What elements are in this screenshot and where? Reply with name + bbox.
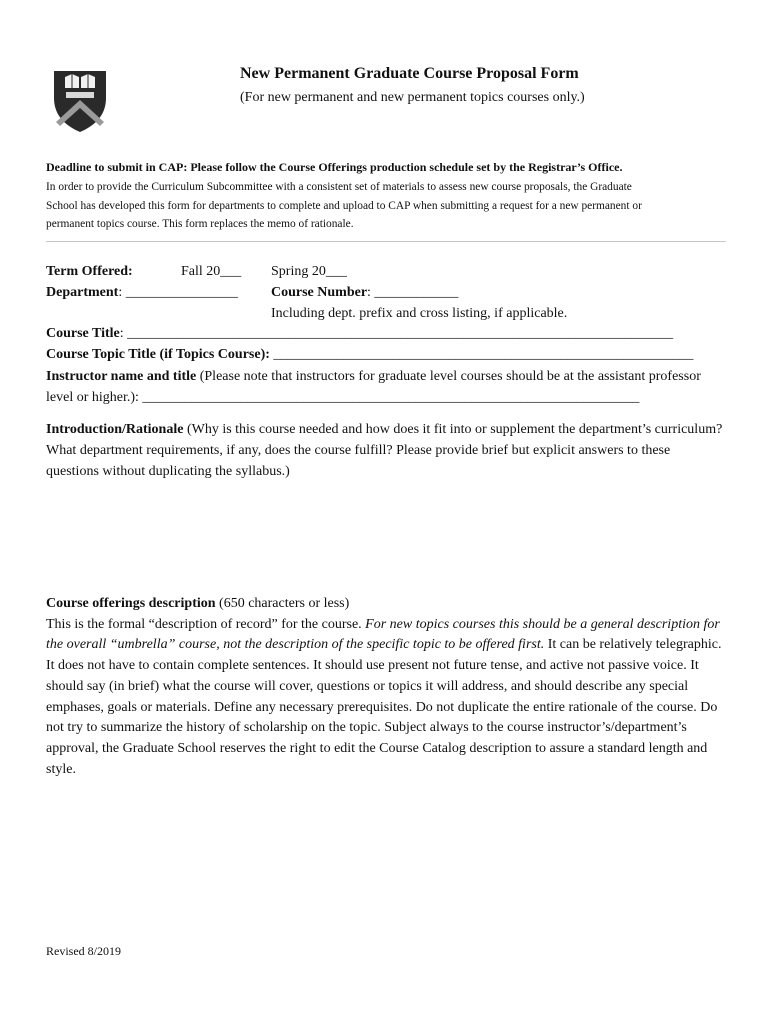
form-title: New Permanent Graduate Course Proposal Form: [240, 65, 579, 82]
spring-term-field[interactable]: Spring 20___: [271, 264, 347, 279]
fall-term-field[interactable]: Fall 20___: [181, 264, 242, 279]
course-number-field[interactable]: [271, 283, 458, 303]
department-field[interactable]: [46, 283, 238, 303]
university-shield-crest-icon: [52, 68, 108, 134]
instructor-field[interactable]: [46, 366, 726, 408]
deadline-notice: Deadline to submit in CAP: Please follow the Course Offerings production schedule set by the Registrar’s Office.: [46, 160, 623, 174]
section-divider: [46, 241, 726, 242]
course-topic-title-blank[interactable]: ____________________________________________________________: [269, 347, 694, 362]
instructor-text[interactable]: (Please note that instructors for graduate level courses should be at the assistant professor level or higher.): _______________________________________________________________________: [46, 369, 701, 405]
rationale-section: [46, 419, 726, 482]
rationale-text: (Why is this course needed and how does it fit into or supplement the department’s curriculum? What department requirements, if any, does the course fulfill? Please provide brief but explicit answers to these questions without duplicating the syllabus.): [46, 422, 723, 479]
department-label: Department: [46, 285, 119, 300]
course-topic-title-label: Course Topic Title (if Topics Course):: [46, 347, 270, 362]
rationale-label: Introduction/Rationale: [46, 422, 184, 437]
course-title-blank[interactable]: : ______________________________________________________________________________: [119, 326, 674, 341]
course-title-label: Course Title: [46, 326, 120, 341]
description-intro: This is the formal “description of record” for the course.: [46, 616, 366, 632]
description-label: Course offerings description: [46, 596, 216, 611]
revision-date: Revised 8/2019: [46, 944, 121, 958]
course-number-blank[interactable]: : ____________: [367, 285, 459, 300]
form-subtitle: (For new permanent and new permanent topics courses only.): [240, 90, 585, 105]
department-blank[interactable]: : ________________: [118, 285, 238, 300]
instructor-label: Instructor name and title: [46, 369, 197, 384]
intro-line: permanent topics course. This form replaces the memo of rationale.: [46, 218, 354, 230]
description-body: It can be relatively telegraphic. It does not have to contain complete sentences. It should use present not future tense, and active not passive voice. It should say (in brief) what the course will cover, questions or topics it will address, and should describe any special emphases, goals or materials. Define any necessary prerequisites. Do not duplicate the entire rationale of the course. Do not try to summarize the history of scholarship on the topic. Subject always to the course instructor’s/department’s approval, the Graduate School reserves the right to edit the Course Catalog description to assure a standard length and style.: [46, 637, 722, 777]
intro-line: In order to provide the Curriculum Subcommittee with a consistent set of materials to assess new course proposals, the Graduate: [46, 181, 632, 193]
term-offered-label: Term Offered:: [46, 264, 133, 279]
course-description-section: [46, 594, 726, 780]
description-italic-note: For new topics courses this should be a general description for the overall “umbrella” course, not the description of the specific topic to be offered first.: [46, 616, 720, 653]
intro-line: School has developed this form for departments to complete and upload to CAP when submitting a request for a new permanent or: [46, 199, 642, 212]
course-title-field[interactable]: [46, 324, 726, 344]
intro-paragraph: [46, 178, 726, 234]
description-limit: (650 characters or less): [215, 596, 350, 611]
course-number-note: Including dept. prefix and cross listing, if applicable.: [271, 306, 568, 321]
course-topic-title-field[interactable]: [46, 345, 726, 365]
course-number-label: Course Number: [271, 285, 368, 300]
